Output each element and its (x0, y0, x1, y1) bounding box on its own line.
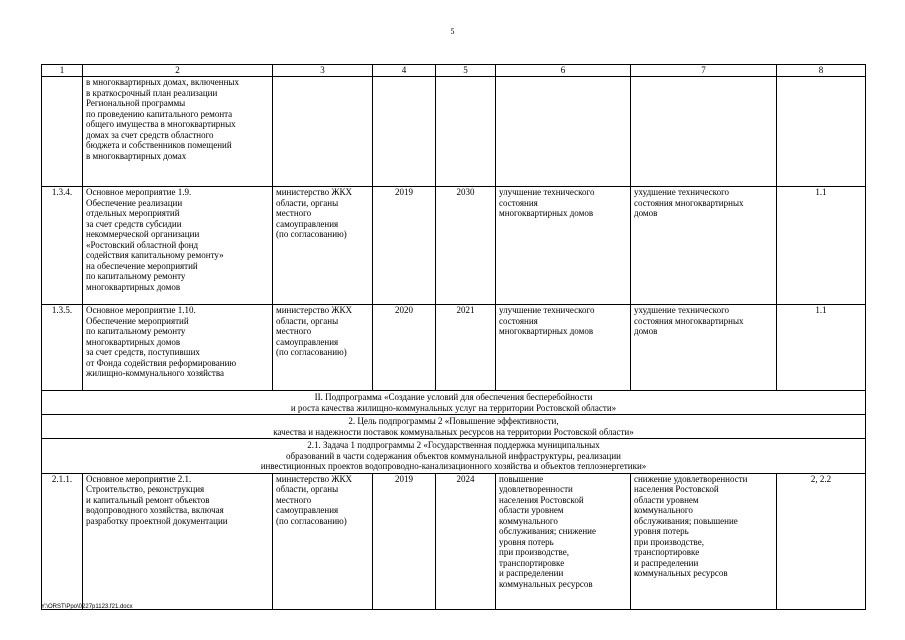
header-cell: 2 (83, 65, 273, 77)
cell-indicator: 2, 2.2 (777, 473, 866, 609)
cell-indicator: 1.1 (777, 305, 866, 391)
cell-consequences: ухудшение технического состояния многоквартирных домов (631, 305, 777, 391)
subprogram-title: II. Подпрограмма «Создание условий для обеспечения бесперебойности и роста качества жилищно-коммунальных услуг на территории Ростовской области» (42, 391, 866, 415)
cell-start-year: 2019 (373, 473, 436, 609)
cell-start-year (373, 77, 436, 187)
table-row-continuation (42, 77, 866, 187)
cell-number: 1.3.5. (42, 305, 83, 391)
cell-responsible: министерство ЖКХ области, органы местного самоуправления (по согласованию) (273, 305, 373, 391)
header-cell: 3 (273, 65, 373, 77)
cell-activity: Основное мероприятие 1.10. Обеспечение мероприятий по капитальному ремонту многоквартирных домов за счет средств, поступивших от Фонда содействия реформированию жилищно-коммунального хозяйства (83, 305, 273, 391)
goal-title: 2. Цель подпрограммы 2 «Повышение эффективности, качества и надежности поставок коммунальных ресурсов на территории Ростовской области» (42, 415, 866, 439)
cell-expected-result: улучшение технического состояния многоквартирных домов (496, 305, 631, 391)
cell-number: 1.3.4. (42, 187, 83, 305)
table-header-row (42, 65, 866, 77)
table-row (42, 305, 866, 391)
cell-start-year: 2019 (373, 187, 436, 305)
cell-expected-result (496, 77, 631, 187)
cell-end-year: 2030 (436, 187, 496, 305)
cell-responsible (273, 77, 373, 187)
table-row (42, 187, 866, 305)
file-path-footer: Y:\ORST\Ppo\0227p1123.f21.docx (41, 604, 133, 610)
cell-number (42, 77, 83, 187)
cell-responsible: министерство ЖКХ области, органы местного самоуправления (по согласованию) (273, 187, 373, 305)
page-number: 5 (450, 27, 455, 36)
header-cell: 5 (436, 65, 496, 77)
cell-activity: Основное мероприятие 2.1. Строительство, реконструкция и капитальный ремонт объектов водопроводного хозяйства, включая разработку проектной документации (83, 473, 273, 609)
cell-responsible: министерство ЖКХ области, органы местного самоуправления (по согласованию) (273, 473, 373, 609)
task-title: 2.1. Задача 1 подпрограммы 2 «Государственная поддержка муниципальных образований в части содержания объектов коммунальной инфраструктуры, реализации инвестиционных проектов водопроводно-канализационного хозяйства и объектов теплоэнергетики» (42, 439, 866, 474)
cell-activity: в многоквартирных домах, включенных в краткосрочный план реализации Региональной программы по проведению капитального ремонта общего имущества в многоквартирных домах за счет средств областного бюджета и собственников помещений в многоквартирных домах (83, 77, 273, 187)
header-cell: 1 (42, 65, 83, 77)
cell-activity: Основное мероприятие 1.9. Обеспечение реализации отдельных мероприятий за счет средств субсидии некоммерческой организации «Ростовский областной фонд содействия капитальному ремонту» на обеспечение мероприятий по капитальному ремонту многоквартирных домов (83, 187, 273, 305)
header-cell: 4 (373, 65, 436, 77)
cell-consequences: снижение удовлетворенности населения Ростовской области уровнем коммунального обслуживания; повышение уровня потерь при производстве, транспортировке и распределении коммунальных ресурсов (631, 473, 777, 609)
table-row (42, 473, 866, 609)
cell-indicator (777, 77, 866, 187)
cell-end-year (436, 77, 496, 187)
section-task-row (42, 439, 866, 474)
section-subprogram-row (42, 391, 866, 415)
header-cell: 6 (496, 65, 631, 77)
cell-expected-result: улучшение технического состояния многоквартирных домов (496, 187, 631, 305)
section-goal-row (42, 415, 866, 439)
cell-start-year: 2020 (373, 305, 436, 391)
cell-consequences (631, 77, 777, 187)
cell-number: 2.1.1. (42, 473, 83, 609)
program-table (41, 64, 866, 610)
cell-indicator: 1.1 (777, 187, 866, 305)
header-cell: 8 (777, 65, 866, 77)
cell-end-year: 2024 (436, 473, 496, 609)
header-cell: 7 (631, 65, 777, 77)
cell-consequences: ухудшение технического состояния многоквартирных домов (631, 187, 777, 305)
cell-expected-result: повышение удовлетворенности населения Ростовской области уровнем коммунального обслуживания; снижение уровня потерь при производстве, транспортировке и распределении коммунальных ресурсов (496, 473, 631, 609)
cell-end-year: 2021 (436, 305, 496, 391)
